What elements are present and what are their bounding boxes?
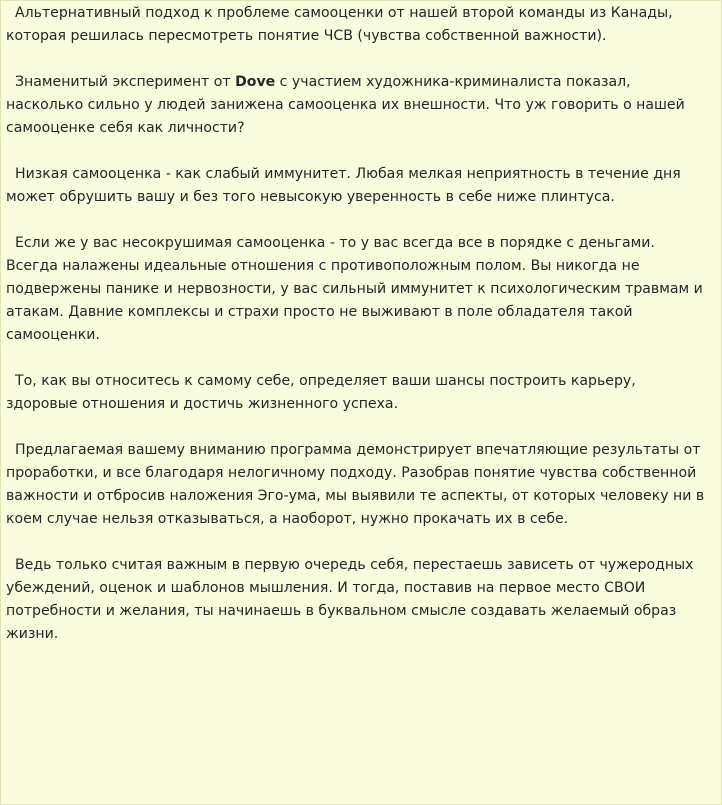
paragraph-intro: Альтернативный подход к проблеме самооценки от нашей второй команды из Канады, которая решилась пересмотреть понятие ЧСВ (чувства собственной важности). bbox=[6, 5, 673, 44]
paragraph-program: Предлагаемая вашему вниманию программа демонстрирует впечатляющие результаты от проработки, и все благодаря нелогичному подходу. Разобрав понятие чувства собственной важности и отбросив наложения Эго-ума, мы выявили те аспекты, от которых человеку ни в коем случае нельзя отказываться, а наоборот, нужно прокачать их в себе. bbox=[6, 442, 705, 527]
paragraph-gap bbox=[6, 48, 709, 71]
paragraph-dove-experiment bbox=[6, 71, 709, 140]
brand-name: Dove bbox=[235, 74, 276, 90]
paragraph-success: То, как вы относитесь к самому себе, определяет ваши шансы построить карьеру, здоровые отношения и достичь жизненного успеха. bbox=[6, 373, 636, 412]
paragraph-conclusion: Ведь только считая важным в первую очередь себя, перестаешь зависеть от чужеродных убеждений, оценок и шаблонов мышления. И тогда, поставив на первое место СВОИ потребности и желания, ты начинаешь в буквальном смысле создавать желаемый образ жизни. bbox=[6, 557, 694, 642]
paragraph-gap bbox=[6, 347, 709, 370]
paragraph-gap bbox=[6, 416, 709, 439]
paragraph-high-self-esteem: Если же у вас несокрушимая самооценка - то у вас всегда все в порядке с деньгами. Всегда налажены идеальные отношения с противоположным полом. Вы никогда не подвержены панике и нервозности, у вас сильный иммунитет к психологическим травмам и атакам. Давние комплексы и страхи просто не выживают в поле обладателя такой самооценки. bbox=[6, 235, 703, 343]
paragraph-gap bbox=[6, 531, 709, 554]
paragraph-gap bbox=[6, 140, 709, 163]
paragraph-gap bbox=[6, 209, 709, 232]
paragraph-text: с участием художника-криминалиста показал, насколько сильно у людей занижена самооценка их внешности. Что уж говорить о нашей самооценке себя как личности? bbox=[6, 74, 685, 136]
paragraph-low-self-esteem: Низкая самооценка - как слабый иммунитет. Любая мелкая неприятность в течение дня может обрушить вашу и без того невысокую уверенность в себе ниже плинтуса. bbox=[6, 166, 681, 205]
paragraph-text: Знаменитый эксперимент от bbox=[15, 74, 236, 90]
